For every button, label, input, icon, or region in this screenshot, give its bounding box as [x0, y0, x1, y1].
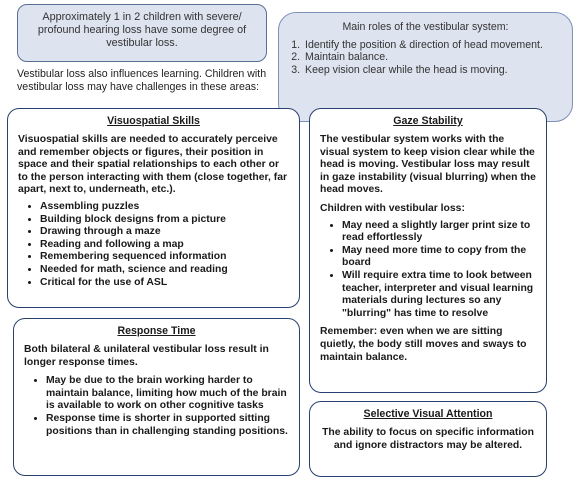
vestibular-role-item: 2. Maintain balance. — [303, 51, 560, 64]
gaze-stability-remember: Remember: even when we are sitting quietly, the body still moves and sways to maintain balance. — [320, 326, 527, 363]
intro-paragraph: Vestibular loss also influences learning. Children with vestibular loss may have challenges in these areas: — [17, 68, 267, 93]
visuospatial-item: • Critical for the use of ASL — [40, 277, 289, 290]
hearing-loss-callout-text: Approximately 1 in 2 children with severe/ profound hearing loss have some degree of vestibular loss. — [37, 11, 247, 49]
gaze-stability-item: • May need more time to copy from the board — [342, 245, 536, 270]
visuospatial-item: • Assembling puzzles — [40, 201, 289, 214]
selective-attention-panel — [309, 401, 547, 477]
gaze-stability-title: Gaze Stability — [393, 115, 463, 127]
vestibular-roles-list — [291, 39, 560, 77]
vestibular-roles-callout — [278, 12, 573, 122]
visuospatial-item: • Building block designs from a picture — [40, 214, 289, 227]
hearing-loss-callout — [17, 4, 267, 62]
visuospatial-skills-panel — [7, 108, 300, 308]
vestibular-role-item: 1. Identify the position & direction of head movement. — [303, 39, 560, 52]
visuospatial-list — [18, 201, 289, 289]
vestibular-role-item: 3. Keep vision clear while the head is moving. — [303, 64, 560, 77]
gaze-stability-item: • Will require extra time to look between teacher, interpreter and visual learning materials during lectures so any "blurring" has time to resolve — [342, 270, 536, 320]
response-time-body: Both bilateral & unilateral vestibular loss result in longer response times. — [24, 344, 269, 368]
selective-attention-title: Selective Visual Attention — [363, 408, 493, 420]
response-time-title: Response Time — [117, 325, 196, 337]
response-time-panel — [13, 318, 300, 476]
gaze-stability-list — [320, 220, 536, 321]
visuospatial-item: • Needed for math, science and reading — [40, 264, 289, 277]
vestibular-roles-title: Main roles of the vestibular system: — [342, 21, 509, 33]
response-time-item: • May be due to the brain working harder to maintain balance, limiting how much of the brain is available to work on other cognitive tasks — [46, 375, 289, 413]
response-time-list — [24, 375, 289, 438]
visuospatial-item: • Reading and following a map — [40, 239, 289, 252]
gaze-stability-item: • May need a slightly larger print size to read effortlessly — [342, 220, 536, 245]
gaze-stability-panel — [309, 108, 547, 393]
visuospatial-item: • Remembering sequenced information — [40, 251, 289, 264]
response-time-item: • Response time is shorter in supported sitting positions than in challenging standing positions. — [46, 413, 289, 438]
visuospatial-title: Visuospatial Skills — [107, 115, 200, 127]
gaze-stability-body: The vestibular system works with the visual system to keep vision clear while the head is moving. Vestibular loss may result in gaze instability (visual blurring) when the head moves. — [320, 134, 536, 196]
selective-attention-body: The ability to focus on specific information and ignore distractors may be altered. — [322, 427, 534, 451]
visuospatial-item: • Drawing through a maze — [40, 226, 289, 239]
gaze-stability-subheading: Children with vestibular loss: — [320, 202, 465, 214]
visuospatial-body: Visuospatial skills are needed to accurately perceive and remember objects or figures, their position in space and their spatial relationships to each other or to the person interacting with them (close together, far apart, next to, underneath, etc.). — [18, 134, 288, 196]
